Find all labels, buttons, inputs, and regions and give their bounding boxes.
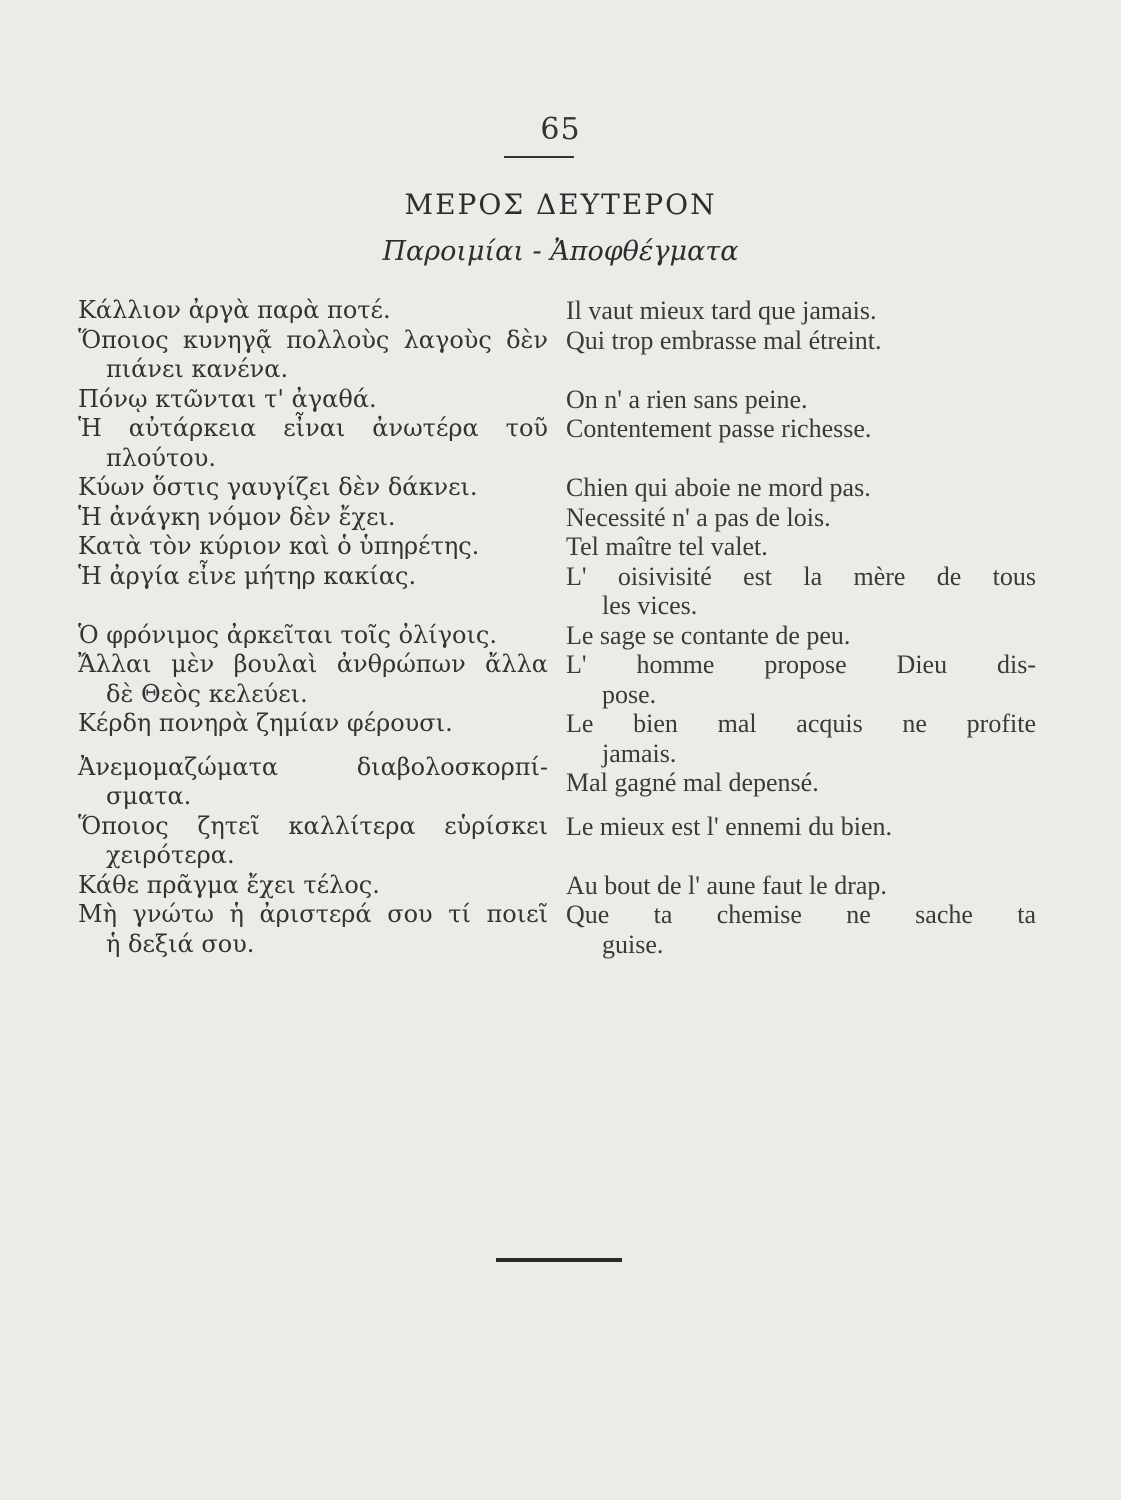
greek-line: Ὁ φρόνιμος ἀρκεῖται τοῖς ὀλίγοις. xyxy=(78,620,497,649)
greek-line: Κάθε πρᾶγμα ἔχει τέλος. xyxy=(78,870,380,899)
french-proverbs-column xyxy=(566,296,1036,959)
french-line: les vices. xyxy=(602,591,698,620)
greek-line: Πόνῳ κτῶνται τ' ἀγαθά. xyxy=(78,384,377,413)
french-line: Contentement passe richesse. xyxy=(566,414,872,443)
greek-line: Ἡ αὐτάρκεια εἶναι ἀνωτέρα τοῦ xyxy=(78,414,548,442)
part-title: ΜΕΡΟΣ ΔΕΥΤΕΡΟΝ xyxy=(404,188,717,221)
french-line: Que ta chemise ne sache ta xyxy=(566,900,1036,929)
greek-line: πλούτου. xyxy=(106,443,216,472)
greek-line: δὲ Θεὸς κελεύει. xyxy=(106,679,308,708)
french-line: Mal gagné mal depensé. xyxy=(566,768,819,797)
greek-line: χειρότερα. xyxy=(106,841,235,869)
greek-line: Ἄλλαι μὲν βουλαὶ ἀνθρώπων ἄλλα xyxy=(78,650,548,678)
greek-line: Ὅποιος κυνηγᾷ πολλοὺς λαγοὺς δὲν xyxy=(78,325,548,354)
french-line: guise. xyxy=(602,929,664,959)
greek-line: Κύων ὅστις γαυγίζει δὲν δάκνει. xyxy=(78,473,478,501)
greek-line: σματα. xyxy=(106,782,192,810)
french-line: Necessité n' a pas de lois. xyxy=(566,502,831,532)
greek-line: Κάλλιον ἀργὰ παρὰ ποτέ. xyxy=(78,296,391,324)
subtitle: Παροιμίαι - Ἀποφθέγματα xyxy=(382,236,739,267)
greek-line: ἡ δεξιά σου. xyxy=(106,929,255,958)
greek-line: Ἡ ἀνάγκη νόμον δὲν ἔχει. xyxy=(78,502,396,531)
page-number: 65 xyxy=(540,112,581,147)
french-line: Le sage se contante de peu. xyxy=(566,620,851,650)
end-rule xyxy=(496,1258,622,1262)
french-line: On n' a rien sans peine. xyxy=(566,384,808,414)
greek-line: Κέρδη πονηρὰ ζημίαν φέρουσι. xyxy=(78,709,453,737)
french-line: pose. xyxy=(602,679,657,709)
french-line: L' homme propose Dieu dis- xyxy=(566,650,1036,679)
french-line: Tel maître tel valet. xyxy=(566,532,768,561)
page-number-rule xyxy=(504,156,574,158)
greek-line: Μὴ γνώτω ἡ ἀριστερά σου τί ποιεῖ xyxy=(78,900,548,928)
greek-line: Ἀνεμομαζώματα διαβολοσκορπί- xyxy=(78,752,548,781)
greek-line: πιάνει κανένα. xyxy=(106,355,289,383)
french-line: Le bien mal acquis ne profite xyxy=(566,709,1036,738)
french-line: Il vaut mieux tard que jamais. xyxy=(566,296,877,325)
greek-line: Ἡ ἀργία εἶνε μήτηρ κακίας. xyxy=(78,561,417,590)
greek-line: Ὅποιος ζητεῖ καλλίτερα εὑρίσκει xyxy=(78,811,548,840)
french-line: Le mieux est l' ennemi du bien. xyxy=(566,811,892,841)
greek-line: Κατὰ τὸν κύριον καὶ ὁ ὑπηρέτης. xyxy=(78,532,480,560)
greek-proverbs-column xyxy=(78,296,548,959)
french-line: Qui trop embrasse mal étreint. xyxy=(566,325,882,355)
french-line: Chien qui aboie ne mord pas. xyxy=(566,473,871,502)
french-line: L' oisivisité est la mère de tous xyxy=(566,561,1036,591)
french-line: Au bout de l' aune faut le drap. xyxy=(566,870,887,900)
french-line: jamais. xyxy=(602,738,677,768)
